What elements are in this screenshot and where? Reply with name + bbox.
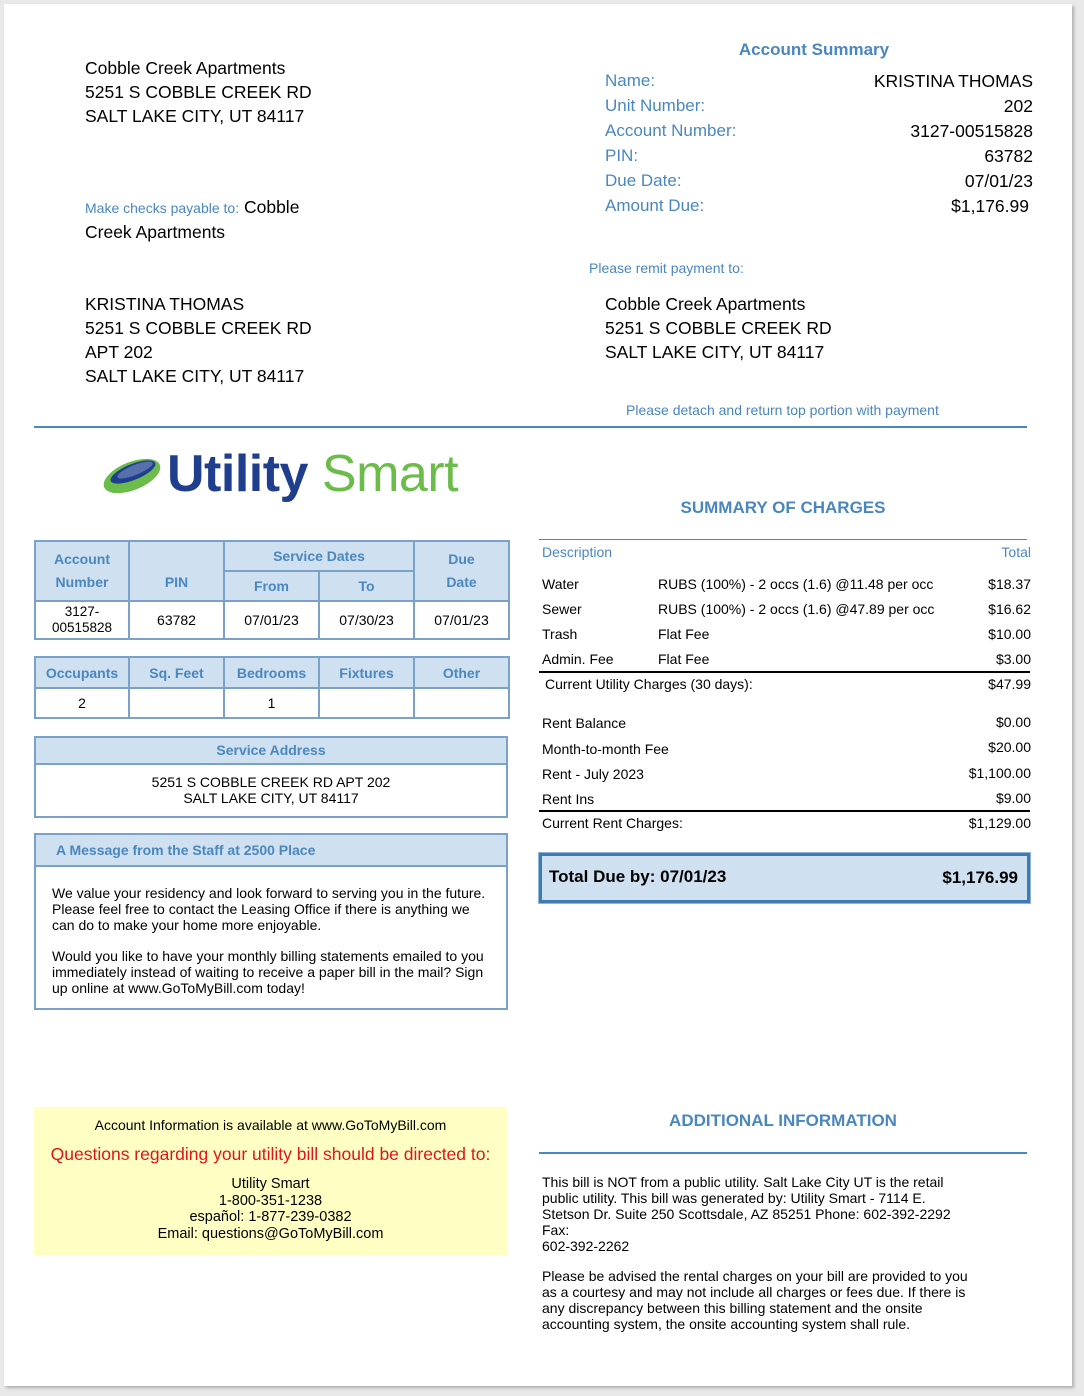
charge-amount: $18.37 <box>988 576 1031 592</box>
header-date-word: Date <box>446 574 477 590</box>
cell-other <box>414 688 509 718</box>
charge-name: Rent Balance <box>542 715 627 731</box>
remit-city: SALT LAKE CITY, UT 84117 <box>605 342 825 362</box>
charge-amount: $1,100.00 <box>968 765 1031 781</box>
additional-info-paragraph-2: Please be advised the rental charges on your bill are provided to you as a courtesy and may not include all charges or fees due. If there is any discrepancy between this billing statement and the onsite accounting system, the onsite accounting system shall rule. <box>542 1268 968 1332</box>
contact-company: Utility Smart <box>231 1176 310 1192</box>
summary-label: Name: <box>605 71 656 90</box>
tenant-city: SALT LAKE CITY, UT 84117 <box>85 366 305 386</box>
logo-word-utility: Utility <box>167 445 308 503</box>
additional-line: public utility. This bill was generated by: Utility Smart - 7114 E. <box>542 1190 926 1206</box>
summary-row-unit <box>605 96 1033 121</box>
staff-message-paragraph-1: We value your residency and look forward to serving you in the future. Please feel free to contact the Leasing Office if there is anything we can do to make your home more enjoyable. <box>52 885 486 933</box>
charge-name: Month-to-month Fee <box>542 741 669 757</box>
remit-address <box>605 292 832 364</box>
staff-message-title: A Message from the Staff at 2500 Place <box>36 835 506 867</box>
charge-amount: $10.00 <box>988 626 1031 642</box>
detach-note: Please detach and return top portion with payment <box>626 402 939 418</box>
summary-value: 3127-00515828 <box>910 121 1033 141</box>
account-info-table <box>34 540 510 640</box>
cell-pin: 63782 <box>129 601 224 639</box>
cell-due: 07/01/23 <box>414 601 509 639</box>
remit-street: 5251 S COBBLE CREEK RD <box>605 318 832 338</box>
additional-info-paragraph-1 <box>542 1174 1022 1254</box>
header-due-date <box>414 541 509 601</box>
checks-payee-part2: Creek Apartments <box>85 222 226 242</box>
logo-word-smart: Smart <box>321 445 459 503</box>
header-account-number <box>35 541 129 601</box>
additional-line: Fax: <box>542 1222 570 1238</box>
header-pin: PIN <box>129 541 224 601</box>
landlord-street: 5251 S COBBLE CREEK RD <box>85 82 312 102</box>
utility-total-rule <box>539 671 1030 673</box>
detach-divider <box>34 426 1027 428</box>
summary-value: 202 <box>1003 96 1033 116</box>
charge-amount: $3.00 <box>995 651 1031 667</box>
summary-label: PIN: <box>605 146 639 165</box>
additional-line: 602-392-2262 <box>542 1238 630 1254</box>
questions-line: Questions regarding your utility bill should be directed to: <box>50 1144 491 1164</box>
summary-value: KRISTINA THOMAS <box>873 71 1033 91</box>
contact-email: Email: questions@GoToMyBill.com <box>157 1225 384 1242</box>
tenant-street: 5251 S COBBLE CREEK RD <box>85 318 312 338</box>
staff-message-box <box>34 833 508 1010</box>
total-due-label: Total Due by: 07/01/23 <box>549 867 727 886</box>
charge-detail: RUBS (100%) - 2 occs (1.6) @47.89 per occ <box>658 601 935 617</box>
utility-smart-logo-icon <box>100 450 164 500</box>
landlord-name: Cobble Creek Apartments <box>85 58 286 78</box>
summary-label: Due Date: <box>605 171 682 190</box>
charge-name: Sewer <box>542 601 582 617</box>
account-summary-title: Account Summary <box>738 40 890 59</box>
rent-total-label: Current Rent Charges: <box>542 815 683 831</box>
charge-detail: Flat Fee <box>658 651 710 667</box>
charges-header-total: Total <box>1001 544 1031 560</box>
charge-name: Trash <box>542 626 578 642</box>
header-sq-feet: Sq. Feet <box>129 657 224 688</box>
charge-amount: $16.62 <box>988 601 1031 617</box>
utility-total-label: Current Utility Charges (30 days): <box>545 676 753 692</box>
charge-detail: Flat Fee <box>658 626 710 642</box>
summary-value: 07/01/23 <box>964 171 1033 191</box>
contact-details <box>34 1176 507 1242</box>
utility-smart-logo <box>167 444 458 504</box>
summary-label: Account Number: <box>605 121 737 140</box>
header-bedrooms: Bedrooms <box>224 657 319 688</box>
bill-page <box>4 4 1072 1386</box>
remit-name: Cobble Creek Apartments <box>605 294 806 314</box>
charges-header-description: Description <box>542 544 613 560</box>
additional-info-title: ADDITIONAL INFORMATION <box>669 1111 897 1130</box>
service-address-lines <box>36 765 506 806</box>
summary-row-amount-due <box>605 196 1029 221</box>
header-other: Other <box>414 657 509 688</box>
charge-name: Water <box>542 576 579 592</box>
tenant-name: KRISTINA THOMAS <box>85 294 245 314</box>
charge-amount: $20.00 <box>988 739 1031 755</box>
checks-payee-part1: Cobble <box>243 197 300 217</box>
header-number-word: Number <box>55 574 109 590</box>
summary-value: $1,176.99 <box>951 196 1029 216</box>
total-due-box <box>539 853 1030 903</box>
charge-name: Rent Ins <box>542 791 595 807</box>
contact-spanish-phone: español: 1-877-239-0382 <box>189 1209 352 1225</box>
occupancy-table <box>34 656 510 719</box>
cell-to: 07/30/23 <box>319 601 414 639</box>
header-due-word: Due <box>448 551 475 567</box>
additional-line: Stetson Dr. Suite 250 Scottsdale, AZ 85251 Phone: 602-392-2292 <box>542 1206 951 1222</box>
cell-account-number <box>35 601 129 639</box>
additional-info-divider <box>539 1152 1027 1154</box>
total-due-amount: $1,176.99 <box>942 868 1018 887</box>
account-number-part2: 00515828 <box>51 620 113 635</box>
service-address-box <box>34 736 508 818</box>
tenant-address <box>85 292 312 388</box>
summary-row-pin <box>605 146 1033 171</box>
contact-phone: 1-800-351-1238 <box>218 1192 323 1209</box>
landlord-city: SALT LAKE CITY, UT 84117 <box>85 106 305 126</box>
header-fixtures: Fixtures <box>319 657 414 688</box>
remit-label: Please remit payment to: <box>589 260 744 276</box>
charge-detail: RUBS (100%) - 2 occs (1.6) @11.48 per occ <box>658 576 934 592</box>
summary-row-name <box>605 71 1033 96</box>
service-address-title: Service Address <box>36 738 506 765</box>
cell-fixtures <box>319 688 414 718</box>
summary-row-account <box>605 121 1033 146</box>
header-to: To <box>319 571 414 601</box>
header-service-dates: Service Dates <box>224 541 414 571</box>
header-account-word: Account <box>54 551 110 567</box>
landlord-address <box>85 56 312 128</box>
charge-name: Admin. Fee <box>542 651 614 667</box>
summary-value: 63782 <box>984 146 1033 166</box>
header-occupants: Occupants <box>35 657 129 688</box>
service-address-line2: SALT LAKE CITY, UT 84117 <box>183 790 359 806</box>
cell-from: 07/01/23 <box>224 601 319 639</box>
checks-payable-label: Make checks payable to: <box>85 200 240 216</box>
account-number-part1: 3127- <box>64 604 100 619</box>
summary-label: Unit Number: <box>605 96 706 115</box>
charge-amount: $0.00 <box>995 714 1031 730</box>
cell-occupants: 2 <box>35 688 129 718</box>
utility-total-amount: $47.99 <box>988 676 1031 692</box>
staff-message-paragraph-2: Would you like to have your monthly billing statements emailed to you immediately instead of waiting to receive a paper bill in the mail? Sign up online at www.GoToMyBill.com today! <box>52 948 484 996</box>
checks-payable <box>85 195 345 244</box>
account-info-line: Account Information is available at www.GoToMyBill.com <box>94 1117 447 1133</box>
charge-name: Rent - July 2023 <box>542 766 644 782</box>
summary-of-charges-title: SUMMARY OF CHARGES <box>680 498 886 517</box>
contact-info-box <box>34 1107 507 1255</box>
summary-label: Amount Due: <box>605 196 705 215</box>
charge-amount: $9.00 <box>995 790 1031 806</box>
rent-total-rule <box>539 810 1030 812</box>
charges-divider <box>539 539 1027 540</box>
tenant-apt: APT 202 <box>85 342 153 362</box>
additional-line: This bill is NOT from a public utility. Salt Lake City UT is the retail <box>542 1174 944 1190</box>
summary-row-due-date <box>605 171 1033 196</box>
cell-bedrooms: 1 <box>224 688 319 718</box>
header-from: From <box>224 571 319 601</box>
service-address-line1: 5251 S COBBLE CREEK RD APT 202 <box>151 774 391 790</box>
rent-total-amount: $1,129.00 <box>968 815 1031 831</box>
cell-sq-feet <box>129 688 224 718</box>
